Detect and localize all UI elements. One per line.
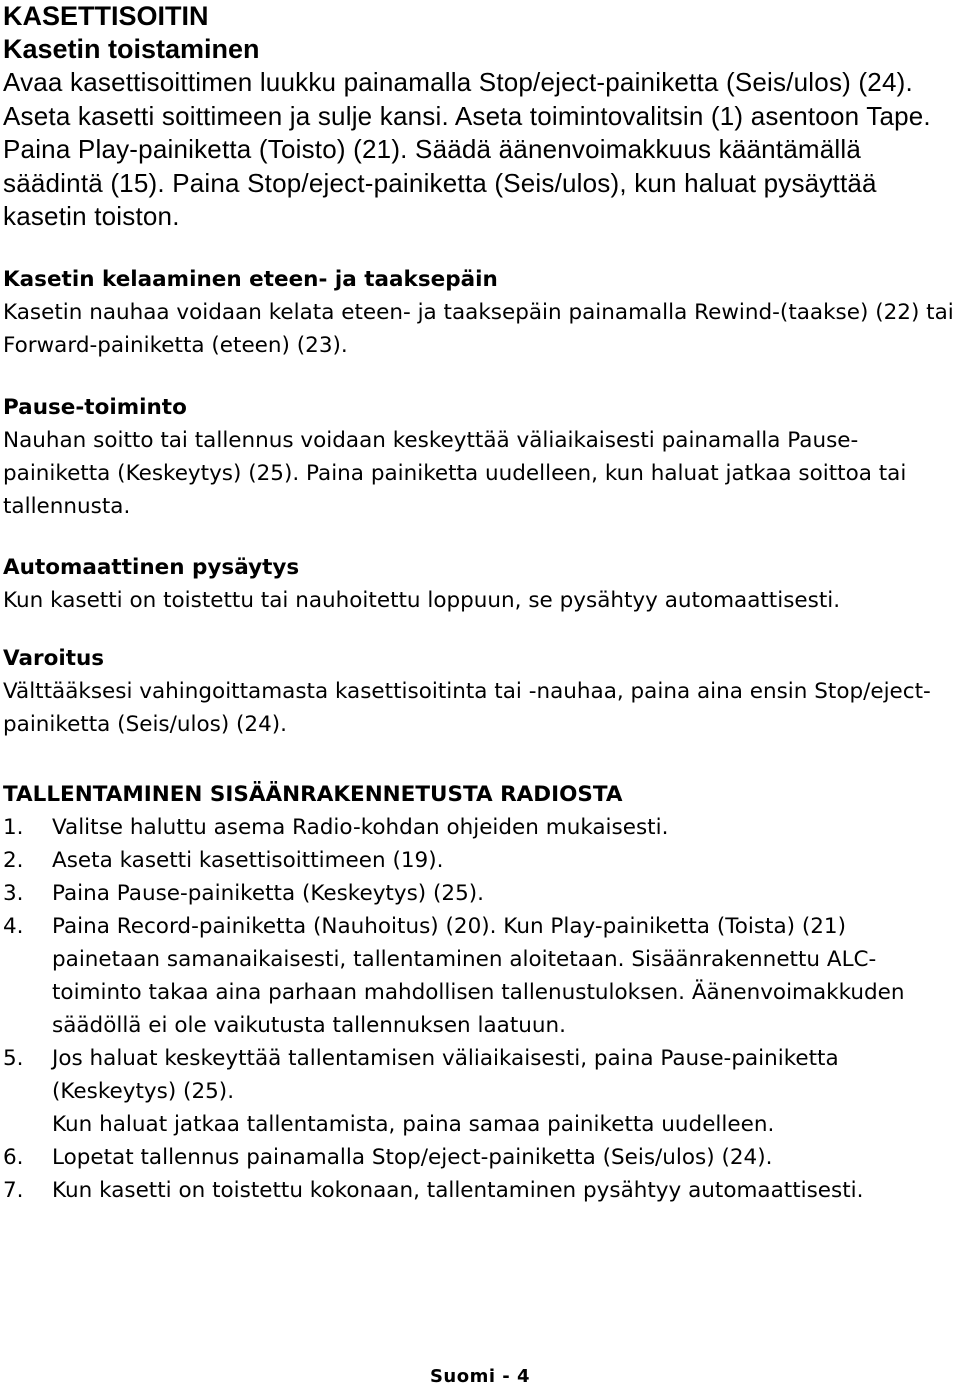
page-footer: Suomi - 4	[429, 1366, 531, 1387]
step-number: 2.	[3, 847, 24, 873]
list-item	[3, 1174, 955, 1207]
section-heading: Kasetin kelaaminen eteen- ja taaksepäin	[3, 266, 498, 292]
list-item	[3, 1042, 955, 1141]
section-text: Kasetin nauhaa voidaan kelata eteen- ja taaksepäin painamalla Rewind-(taakse) (22) tai Forward-painiketta (eteen) (23).	[3, 299, 954, 358]
step-text: Aseta kasetti kasettisoittimeen (19).	[52, 847, 444, 873]
step-text-group	[52, 1042, 955, 1141]
section-rewind	[3, 263, 955, 362]
manual-page	[3, 0, 955, 1207]
section-heading: Automaattinen pysäytys	[3, 554, 300, 580]
section-heading: Kasetin toistaminen	[3, 34, 260, 64]
section-auto-stop	[3, 551, 955, 617]
recording-steps	[3, 811, 955, 1207]
step-number: 4.	[3, 913, 24, 939]
step-number: 7.	[3, 1177, 24, 1203]
step-text: Paina Record-painiketta (Nauhoitus) (20). Kun Play-painiketta (Toista) (21) painetaan samanaikaisesti, tallentaminen aloitetaan. Sisäänrakennettu ALC-toiminto takaa aina parhaan mahdollisen tallenustuloksen. Äänenvoimakkuden säädöllä ei ole vaikutusta tallennuksen laatuun.	[52, 913, 905, 1038]
section-pause	[3, 391, 955, 523]
list-item	[3, 877, 955, 910]
section-heading: Varoitus	[3, 645, 105, 671]
list-item	[3, 811, 955, 844]
step-number: 6.	[3, 1144, 24, 1170]
section-recording	[3, 778, 955, 1207]
page-title: KASETTISOITIN	[3, 1, 209, 31]
step-number: 1.	[3, 814, 24, 840]
step-text: Jos haluat keskeyttää tallentamisen väliaikaisesti, paina Pause-painiketta (Keskeytys) (25).	[52, 1045, 839, 1104]
step-number: 3.	[3, 880, 24, 906]
list-item	[3, 844, 955, 877]
list-item	[3, 910, 955, 1042]
section-text: Avaa kasettisoittimen luukku painamalla Stop/eject-painiketta (Seis/ulos) (24). Aseta kasetti soittimeen ja sulje kansi. Aseta toimintovalitsin (1) asentoon Tape. Paina Play-painiketta (Toisto) (21). Säädä äänenvoimakkuus kääntämällä säädintä (15). Paina Stop/eject-painiketta (Seis/ulos), kun haluat pysäyttää kasetin toiston.	[3, 67, 931, 231]
step-number: 5.	[3, 1045, 24, 1071]
section-text: Nauhan soitto tai tallennus voidaan keskeyttää väliaikaisesti painamalla Pause-painiketta (Keskeytys) (25). Paina painiketta uudelleen, kun haluat jatkaa soittoa tai tallennusta.	[3, 427, 907, 519]
section-heading: TALLENTAMINEN SISÄÄNRAKENNETUSTA RADIOSTA	[3, 781, 623, 807]
list-item	[3, 1141, 955, 1174]
section-playback	[3, 33, 955, 234]
step-text: Paina Pause-painiketta (Keskeytys) (25).	[52, 880, 484, 906]
section-heading: Pause-toiminto	[3, 394, 187, 420]
section-text: Välttääksesi vahingoittamasta kasettisoitinta tai -nauhaa, paina aina ensin Stop/eject-painiketta (Seis/ulos) (24).	[3, 678, 931, 737]
step-text: Lopetat tallennus painamalla Stop/eject-painiketta (Seis/ulos) (24).	[52, 1144, 773, 1170]
step-text-continued: Kun haluat jatkaa tallentamista, paina samaa painiketta uudelleen.	[52, 1111, 775, 1137]
step-text: Kun kasetti on toistettu kokonaan, tallentaminen pysähtyy automaattisesti.	[52, 1177, 864, 1203]
step-text: Valitse haluttu asema Radio-kohdan ohjeiden mukaisesti.	[52, 814, 669, 840]
section-text: Kun kasetti on toistettu tai nauhoitettu loppuun, se pysähtyy automaattisesti.	[3, 587, 841, 613]
section-warning	[3, 642, 955, 741]
